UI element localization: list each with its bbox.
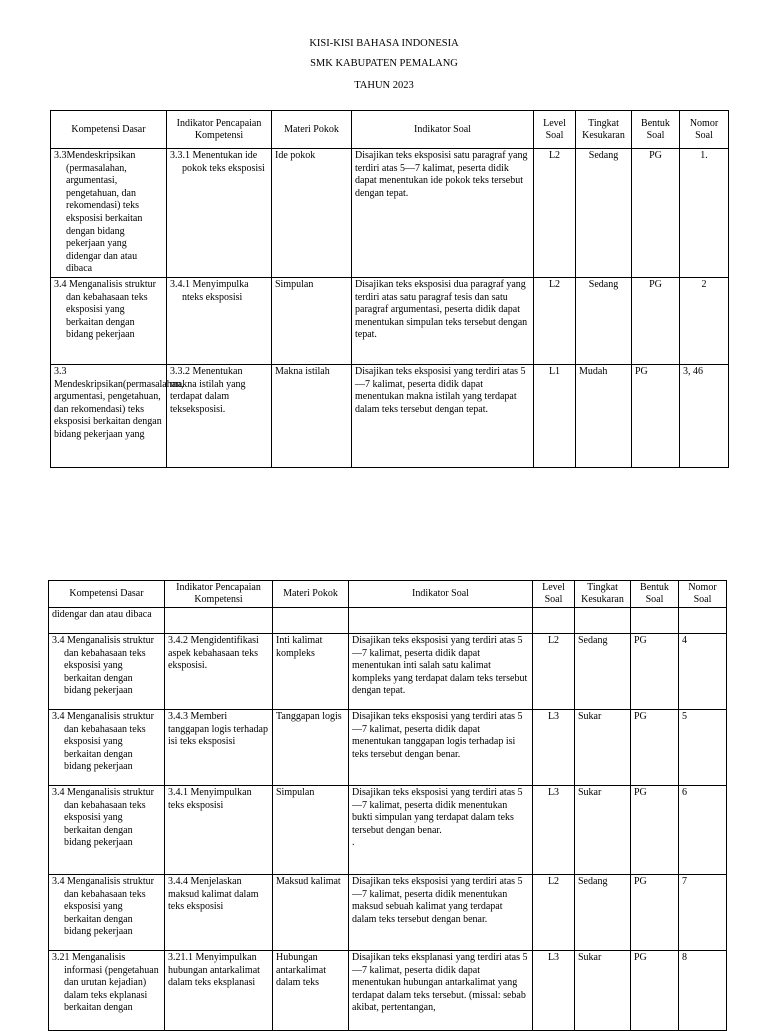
cell-level-soal <box>533 608 575 634</box>
cell-tingkat-kesukaran: Mudah <box>576 364 632 467</box>
cell-materi-pokok: Maksud kalimat <box>273 875 349 951</box>
header-nomor-soal: Nomor Soal <box>680 111 729 149</box>
table-header-row <box>51 111 729 149</box>
cell-nomor-soal: 2 <box>680 277 729 364</box>
table-row <box>49 634 727 710</box>
cell-indikator-soal: Disajikan teks eksposisi yang terdiri atas 5—7 kalimat, peserta didik dapat menentukan inti salah satu kalimat kompleks yang terdapat dalam teks tersebut dengan tepat. <box>349 634 533 710</box>
grid-table-1 <box>50 110 729 468</box>
cell-bentuk-soal: PG <box>632 364 680 467</box>
header-level-soal: Level Soal <box>533 581 575 608</box>
table-header-row <box>49 581 727 608</box>
cell-kompetensi-dasar: 3.3Mendeskripsikan (permasalahan, argumentasi, pengetahuan, dan rekomendasi) teks eksposisi berkaitan dengan bidang pekerjaan yang didengar dan atau dibaca <box>51 149 167 278</box>
header-nomor-soal: Nomor Soal <box>679 581 727 608</box>
cell-kompetensi-dasar: 3.4 Menganalisis struktur dan kebahasaan teks eksposisi yang berkaitan dengan bidang pekerjaan <box>49 875 165 951</box>
cell-materi-pokok: Simpulan <box>273 786 349 875</box>
header-tingkat-kesukaran: Tingkat Kesukaran <box>576 111 632 149</box>
cell-bentuk-soal: PG <box>631 710 679 786</box>
cell-indikator-pencapaian: 3.21.1 Menyimpulkan hubungan antarkalimat dalam teks eksplanasi <box>165 951 273 1031</box>
cell-materi-pokok: Simpulan <box>272 277 352 364</box>
table-row <box>49 608 727 634</box>
cell-level-soal: L2 <box>533 634 575 710</box>
header-indikator-pencapaian: Indikator Pencapaian Kompetensi <box>167 111 272 149</box>
header-indikator-pencapaian: Indikator Pencapaian Kompetensi <box>165 581 273 608</box>
table-row <box>51 364 729 467</box>
cell-level-soal: L1 <box>534 364 576 467</box>
cell-nomor-soal <box>679 608 727 634</box>
cell-tingkat-kesukaran: Sedang <box>575 875 631 951</box>
cell-nomor-soal: 8 <box>679 951 727 1031</box>
header-materi-pokok: Materi Pokok <box>272 111 352 149</box>
cell-indikator-pencapaian <box>165 608 273 634</box>
header-kompetensi-dasar: Kompetensi Dasar <box>51 111 167 149</box>
cell-nomor-soal: 1. <box>680 149 729 278</box>
cell-indikator-pencapaian: 3.3.1 Menentukan ide pokok teks eksposisi <box>167 149 272 278</box>
cell-indikator-soal: Disajikan teks eksposisi yang terdiri atas 5—7 kalimat, peserta didik dapat menentukan makna istilah yang terdapat dalam teks tersebut dengan tepat. <box>352 364 534 467</box>
cell-bentuk-soal: PG <box>631 951 679 1031</box>
cell-kompetensi-dasar: 3.21 Menganalisis informasi (pengetahuan dan urutan kejadian) dalam teks ekplanasi berkaitan dengan <box>49 951 165 1031</box>
cell-materi-pokok: Makna istilah <box>272 364 352 467</box>
year-label: TAHUN 2023 <box>354 80 414 91</box>
cell-kompetensi-dasar: 3.4 Menganalisis struktur dan kebahasaan teks eksposisi yang berkaitan dengan bidang pekerjaan <box>51 277 167 364</box>
cell-level-soal: L2 <box>534 149 576 278</box>
header-kompetensi-dasar: Kompetensi Dasar <box>49 581 165 608</box>
cell-indikator-soal <box>349 608 533 634</box>
cell-indikator-pencapaian: 3.4.1 Menyimpulka nteks eksposisi <box>167 277 272 364</box>
cell-level-soal: L3 <box>533 951 575 1031</box>
cell-nomor-soal: 5 <box>679 710 727 786</box>
table-row <box>49 951 727 1031</box>
cell-indikator-soal: Disajikan teks eksposisi satu paragraf yang terdiri atas 5—7 kalimat, peserta didik dapat menentukan ide pokok teks tersebut dengan tepat. <box>352 149 534 278</box>
header-level-soal: Level Soal <box>534 111 576 149</box>
cell-indikator-pencapaian: 3.4.4 Menjelaskan maksud kalimat dalam teks eksposisi <box>165 875 273 951</box>
cell-tingkat-kesukaran: Sukar <box>575 951 631 1031</box>
cell-level-soal: L3 <box>533 786 575 875</box>
cell-indikator-soal: Disajikan teks eksposisi dua paragraf yang terdiri atas satu paragraf tesis dan satu paragraf argumentasi, peserta didik dapat menentukan simpulan teks tersebut dengan tepat. <box>352 277 534 364</box>
cell-materi-pokok: Tanggapan logis <box>273 710 349 786</box>
cell-tingkat-kesukaran: Sukar <box>575 786 631 875</box>
table-row <box>51 149 729 278</box>
cell-kompetensi-dasar: 3.4 Menganalisis struktur dan kebahasaan teks eksposisi yang berkaitan dengan bidang pekerjaan <box>49 710 165 786</box>
cell-level-soal: L2 <box>534 277 576 364</box>
cell-indikator-pencapaian: 3.4.1 Menyimpulkan teks eksposisi <box>165 786 273 875</box>
table-row <box>49 786 727 875</box>
cell-tingkat-kesukaran: Sedang <box>576 149 632 278</box>
table-row <box>49 710 727 786</box>
cell-nomor-soal: 7 <box>679 875 727 951</box>
cell-tingkat-kesukaran: Sedang <box>576 277 632 364</box>
cell-materi-pokok: Hubungan antarkalimat dalam teks <box>273 951 349 1031</box>
cell-materi-pokok: Ide pokok <box>272 149 352 278</box>
cell-kompetensi-dasar: 3.4 Menganalisis struktur dan kebahasaan teks eksposisi yang berkaitan dengan bidang pekerjaan <box>49 634 165 710</box>
header-bentuk-soal: Bentuk Soal <box>632 111 680 149</box>
cell-nomor-soal: 4 <box>679 634 727 710</box>
cell-indikator-pencapaian: 3.4.3 Memberi tanggapan logis terhadap isi teks eksposisi <box>165 710 273 786</box>
table-row <box>51 277 729 364</box>
header-tingkat-kesukaran: Tingkat Kesukaran <box>575 581 631 608</box>
cell-materi-pokok: Inti kalimat kompleks <box>273 634 349 710</box>
cell-indikator-soal: Disajikan teks eksposisi yang terdiri atas 5—7 kalimat, peserta didik menentukan maksud sebuah kalimat yang terdapat dalam teks tersebut dengan benar. <box>349 875 533 951</box>
header-materi-pokok: Materi Pokok <box>273 581 349 608</box>
header-bentuk-soal: Bentuk Soal <box>631 581 679 608</box>
document-title: KISI-KISI BAHASA INDONESIA <box>309 38 459 49</box>
header-indikator-soal: Indikator Soal <box>352 111 534 149</box>
table-row <box>49 875 727 951</box>
cell-indikator-pencapaian: 3.3.2 Menentukan makna istilah yang terdapat dalam tekseksposisi. <box>167 364 272 467</box>
cell-bentuk-soal: PG <box>632 277 680 364</box>
school-name: SMK KABUPATEN PEMALANG <box>310 58 458 69</box>
cell-indikator-soal: Disajikan teks eksplanasi yang terdiri atas 5—7 kalimat, peserta didik dapat menentukan hubungan antarkalimat yang terdapat dalam teks tersebut. (missal: sebab akibat, pertentangan, <box>349 951 533 1031</box>
cell-materi-pokok <box>273 608 349 634</box>
header-indikator-soal: Indikator Soal <box>349 581 533 608</box>
cell-kompetensi-dasar: 3.3 Mendeskripsikan(permasalahan, argumentasi, pengetahuan, dan rekomendasi) teks eksposisi berkaitan dengan bidang pekerjaan yang <box>51 364 167 467</box>
cell-bentuk-soal: PG <box>631 786 679 875</box>
cell-indikator-soal: Disajikan teks eksposisi yang terdiri atas 5—7 kalimat, peserta didik menentukan bukti simpulan yang terdapat dalam teks tersebut dengan benar. . <box>349 786 533 875</box>
cell-tingkat-kesukaran <box>575 608 631 634</box>
cell-kompetensi-dasar: 3.4 Menganalisis struktur dan kebahasaan teks eksposisi yang berkaitan dengan bidang pekerjaan <box>49 786 165 875</box>
cell-tingkat-kesukaran: Sedang <box>575 634 631 710</box>
cell-kompetensi-dasar: didengar dan atau dibaca <box>49 608 165 634</box>
cell-level-soal: L3 <box>533 710 575 786</box>
cell-nomor-soal: 3, 46 <box>680 364 729 467</box>
cell-bentuk-soal: PG <box>632 149 680 278</box>
cell-bentuk-soal <box>631 608 679 634</box>
cell-indikator-pencapaian: 3.4.2 Mengidentifikasi aspek kebahasaan teks eksposisi. <box>165 634 273 710</box>
cell-indikator-soal: Disajikan teks eksposisi yang terdiri atas 5—7 kalimat, peserta didik dapat menentukan tanggapan logis terhadap isi teks tersebut dengan benar. <box>349 710 533 786</box>
cell-level-soal: L2 <box>533 875 575 951</box>
cell-bentuk-soal: PG <box>631 634 679 710</box>
cell-tingkat-kesukaran: Sukar <box>575 710 631 786</box>
cell-nomor-soal: 6 <box>679 786 727 875</box>
grid-table-2 <box>48 580 727 1031</box>
cell-bentuk-soal: PG <box>631 875 679 951</box>
